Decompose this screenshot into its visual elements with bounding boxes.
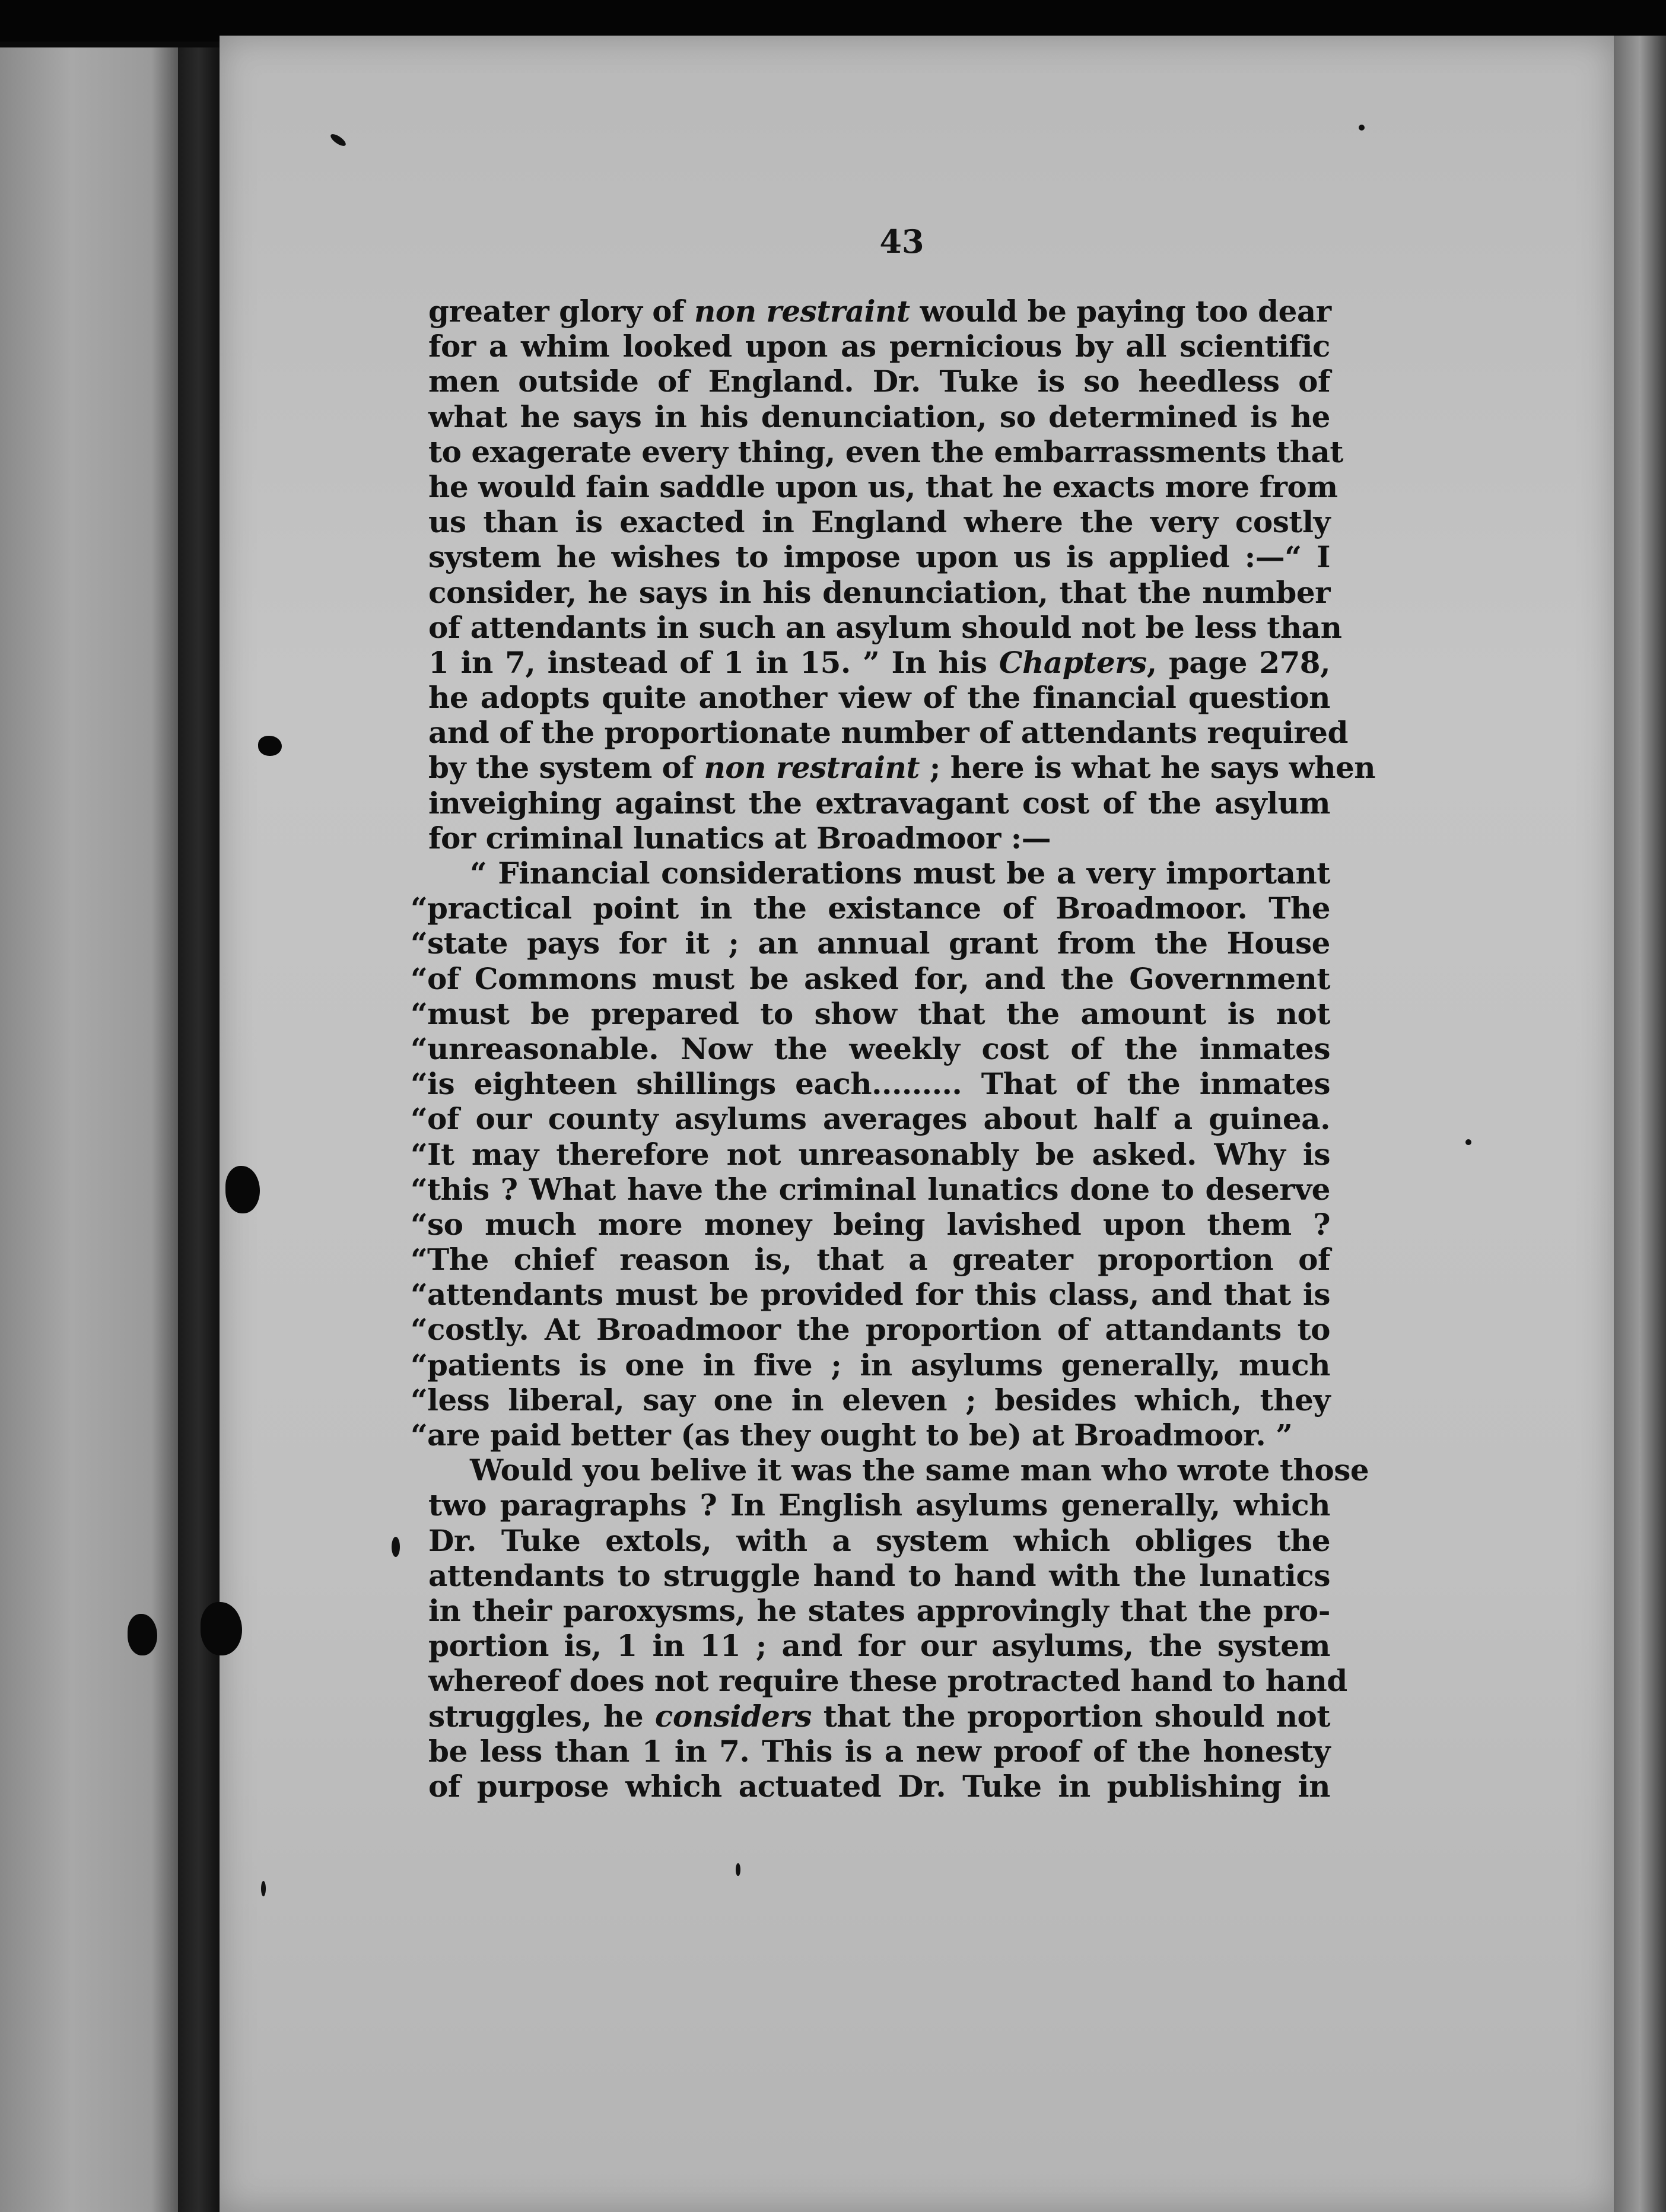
text-line <box>428 645 1330 680</box>
line-text: he adopts quite another view of the financial question <box>428 680 1330 716</box>
line-text: patients is one in five ; in asylums generally, much <box>427 1347 1330 1383</box>
quote-mark: “ <box>411 1418 428 1453</box>
line-text: that the proportion should not <box>811 1698 1331 1734</box>
quote-mark: “ <box>411 1066 428 1102</box>
ink-speck <box>1359 125 1365 131</box>
quote-mark: “ <box>411 1312 428 1347</box>
binding-gutter <box>178 47 220 2212</box>
line-text: state pays for it ; an annual grant from the House <box>427 926 1330 961</box>
ink-speck <box>1465 1139 1471 1145</box>
text-line <box>411 1347 1330 1383</box>
text-line <box>428 750 1376 786</box>
page-number: 43 <box>879 223 924 260</box>
line-text: Would you belive it was the same man who wrote those <box>470 1453 1369 1488</box>
text-line <box>411 1171 1330 1207</box>
italic-phrase: Chapters <box>999 644 1147 680</box>
line-text: must be prepared to show that the amount is not <box>427 996 1330 1031</box>
ink-speck <box>392 1537 400 1557</box>
ink-speck <box>329 132 347 148</box>
italic-phrase: non restraint <box>704 750 920 786</box>
text-line <box>411 1031 1330 1066</box>
quote-mark: “ <box>411 1242 428 1277</box>
line-text: system he wishes to impose upon us is applied :—“ I <box>428 539 1330 575</box>
quote-mark: “ <box>411 926 428 961</box>
text-line <box>428 680 1330 715</box>
quote-mark: “ <box>411 1031 428 1066</box>
line-text: by the system of <box>428 750 704 786</box>
line-text: Dr. Tuke extols, with a system which obliges the <box>428 1523 1330 1558</box>
text-line <box>411 926 1330 961</box>
line-text: “ Financial considerations must be a very important <box>470 856 1330 891</box>
text-line <box>411 891 1330 926</box>
line-text: 1 in 7, instead of 1 in 15. ” In his <box>428 644 999 680</box>
text-line <box>411 996 1330 1031</box>
text-line <box>411 1418 1330 1453</box>
line-text: and of the proportionate number of attendants required <box>428 715 1348 751</box>
binding-hole <box>128 1614 157 1655</box>
line-text: greater glory of <box>428 294 695 329</box>
text-line <box>428 856 1330 891</box>
italic-phrase: considers <box>654 1698 812 1734</box>
line-text: It may therefore not unreasonably be asked. Why is <box>427 1136 1330 1172</box>
quote-mark: “ <box>411 1347 428 1383</box>
text-line <box>411 961 1330 996</box>
line-text: consider, he says in his denunciation, that the number <box>428 574 1330 610</box>
line-text: less liberal, say one in eleven ; besides which, they <box>427 1382 1330 1418</box>
line-text: would be paying too dear <box>910 294 1331 329</box>
line-text: inveighing against the extravagant cost of the asylum <box>428 785 1330 821</box>
line-text: us than is exacted in England where the very costly <box>428 504 1330 540</box>
binding-hole <box>225 1166 260 1213</box>
line-text: are paid better (as they ought to be) at Broadmoor. ” <box>427 1418 1293 1453</box>
line-text: is eighteen shillings each......... That of the inmates <box>427 1066 1330 1102</box>
line-text: The chief reason is, that a greater proportion of <box>427 1242 1330 1277</box>
italic-phrase: non restraint <box>694 294 910 329</box>
line-text: so much more money being lavished upon them ? <box>427 1206 1330 1242</box>
ink-speck <box>261 1881 266 1896</box>
quote-mark: “ <box>411 1101 428 1137</box>
text-line <box>428 1488 1330 1523</box>
line-text: of Commons must be asked for, and the Government <box>427 961 1330 996</box>
quote-mark: “ <box>411 1277 428 1312</box>
text-line <box>428 1593 1330 1628</box>
text-line <box>411 1206 1330 1242</box>
text-line <box>411 1136 1330 1172</box>
text-line <box>411 1277 1330 1312</box>
line-text: attendants must be provided for this class, and that is <box>427 1277 1330 1312</box>
quote-mark: “ <box>411 891 428 926</box>
line-text: of our county asylums averages about half a guinea. <box>427 1101 1330 1137</box>
text-line <box>428 364 1330 399</box>
text-line <box>428 399 1330 434</box>
line-text: to exagerate every thing, even the embarrassments that <box>428 434 1343 469</box>
binding-hole <box>201 1602 242 1655</box>
line-text: costly. At Broadmoor the proportion of attandants to <box>427 1312 1330 1347</box>
line-text: ; here is what he says when <box>919 750 1376 786</box>
text-line <box>428 1734 1330 1769</box>
text-line <box>411 1101 1330 1137</box>
line-text: , page 278, <box>1146 644 1330 680</box>
line-text: for criminal lunatics at Broadmoor :— <box>428 820 1051 856</box>
text-line <box>428 504 1330 539</box>
line-text: of attendants in such an asylum should not be less than <box>428 609 1342 645</box>
page-right-edge <box>1614 36 1666 2212</box>
quote-mark: “ <box>411 1171 428 1207</box>
binding-hole <box>258 736 282 756</box>
line-text: this ? What have the criminal lunatics done to deserve <box>427 1171 1330 1207</box>
text-line <box>411 1066 1330 1102</box>
quote-mark: “ <box>411 1136 428 1172</box>
text-line <box>411 1312 1330 1347</box>
text-line <box>428 329 1330 364</box>
text-line <box>428 1523 1330 1558</box>
line-text: two paragraphs ? In English asylums generally, which <box>428 1488 1330 1523</box>
line-text: for a whim looked upon as pernicious by all scientific <box>428 329 1330 364</box>
quote-mark: “ <box>411 1206 428 1242</box>
quote-mark: “ <box>411 996 428 1031</box>
text-line <box>428 821 1330 856</box>
text-line <box>428 1558 1330 1593</box>
line-text: of purpose which actuated Dr. Tuke in publishing in <box>428 1768 1330 1804</box>
text-line <box>428 1769 1330 1804</box>
text-line <box>428 294 1330 329</box>
line-text: he would fain saddle upon us, that he exacts more from <box>428 469 1338 504</box>
text-line <box>428 1628 1330 1663</box>
text-line <box>428 609 1342 645</box>
body-text <box>411 294 1376 1804</box>
line-text: attendants to struggle hand to hand with the lunatics <box>428 1558 1330 1593</box>
line-text: be less than 1 in 7. This is a new proof of the honesty <box>428 1733 1330 1769</box>
text-line <box>411 1382 1330 1418</box>
line-text: whereof does not require these protracted hand to hand <box>428 1663 1347 1699</box>
line-text: portion is, 1 in 11 ; and for our asylums, the system <box>428 1628 1330 1664</box>
line-text: practical point in the existance of Broadmoor. The <box>427 891 1330 926</box>
text-line <box>428 786 1330 821</box>
text-line <box>428 715 1348 751</box>
text-line <box>411 1242 1330 1277</box>
line-text: men outside of England. Dr. Tuke is so heedless of <box>428 364 1330 399</box>
line-text: in their paroxysms, he states approvingly that the pro- <box>428 1593 1330 1628</box>
text-line <box>428 539 1330 574</box>
line-text: struggles, he <box>428 1698 655 1734</box>
text-line <box>428 469 1338 504</box>
quote-mark: “ <box>411 961 428 996</box>
text-line <box>428 575 1330 610</box>
quote-mark: “ <box>411 1382 428 1418</box>
facing-page-edge <box>0 47 178 2212</box>
text-line <box>428 1663 1347 1699</box>
ink-speck <box>736 1863 740 1876</box>
line-text: what he says in his denunciation, so determined is he <box>428 399 1330 434</box>
text-line <box>428 434 1343 469</box>
text-line <box>428 1699 1330 1734</box>
line-text: unreasonable. Now the weekly cost of the inmates <box>427 1031 1330 1066</box>
text-line <box>428 1453 1369 1488</box>
